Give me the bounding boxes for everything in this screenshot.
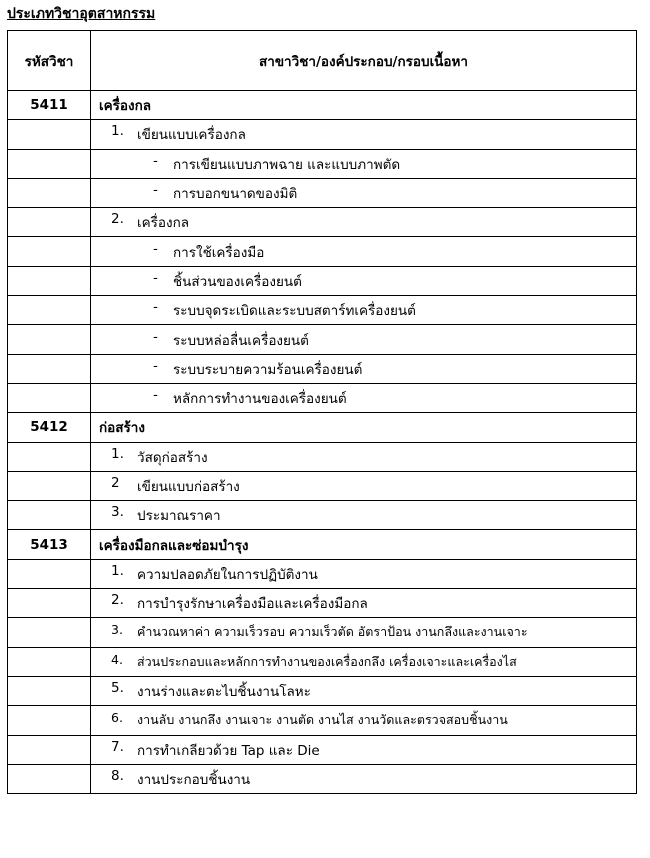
subject-topic: เครื่องมือกลและซ่อมบำรุง bbox=[99, 537, 249, 554]
table-row bbox=[8, 589, 637, 618]
numbered-item bbox=[91, 622, 528, 642]
content-cell bbox=[91, 413, 637, 442]
subject-code bbox=[8, 383, 91, 412]
content-cell bbox=[91, 501, 637, 530]
content-cell bbox=[91, 208, 637, 237]
numbered-item bbox=[91, 592, 368, 614]
table-row bbox=[8, 676, 637, 705]
content-cell bbox=[91, 735, 637, 764]
bullet-item bbox=[91, 270, 302, 292]
numbered-item bbox=[91, 680, 311, 702]
table-row bbox=[8, 354, 637, 383]
subject-code bbox=[8, 237, 91, 266]
numbered-item bbox=[91, 475, 240, 497]
item-number: 6. bbox=[111, 710, 123, 726]
bullet-dash: - bbox=[153, 152, 158, 169]
subject-code bbox=[8, 120, 91, 149]
subject-code bbox=[8, 764, 91, 793]
content-cell bbox=[91, 442, 637, 471]
bullet-item bbox=[91, 299, 416, 321]
table-row bbox=[8, 764, 637, 793]
content-cell bbox=[91, 91, 637, 120]
item-number: 1. bbox=[111, 562, 124, 579]
subject-code bbox=[8, 296, 91, 325]
table-row bbox=[8, 296, 637, 325]
item-number: 4. bbox=[111, 651, 123, 667]
subject-code bbox=[8, 266, 91, 295]
table-row bbox=[8, 208, 637, 237]
subject-code bbox=[8, 618, 91, 647]
item-text: วัสดุก่อสร้าง bbox=[137, 449, 208, 466]
item-number: 3. bbox=[111, 622, 123, 638]
item-number: 2 bbox=[111, 475, 120, 491]
bullet-item bbox=[91, 182, 297, 204]
bullet-dash: - bbox=[153, 357, 158, 374]
table-row bbox=[8, 149, 637, 178]
item-text: ความปลอดภัยในการปฏิบัติงาน bbox=[137, 566, 318, 583]
numbered-item bbox=[91, 739, 320, 761]
bullet-item bbox=[91, 387, 347, 409]
item-text: คำนวณหาค่า ความเร็วรอบ ความเร็วตัด อัตราป้อน งานกลึงและงานเจาะ bbox=[137, 624, 528, 640]
item-number: 8. bbox=[111, 767, 124, 784]
subject-code bbox=[8, 647, 91, 676]
item-number: 5. bbox=[111, 680, 124, 697]
content-cell bbox=[91, 618, 637, 647]
table-row bbox=[8, 413, 637, 442]
item-text: ประมาณราคา bbox=[137, 508, 221, 525]
numbered-item bbox=[91, 446, 208, 468]
subject-code bbox=[8, 559, 91, 588]
table-row bbox=[8, 618, 637, 647]
numbered-item bbox=[91, 211, 189, 233]
subject-code: 5411 bbox=[8, 91, 91, 120]
content-cell bbox=[91, 530, 637, 559]
item-text: เขียนแบบก่อสร้าง bbox=[137, 479, 240, 495]
table-row bbox=[8, 735, 637, 764]
bullet-dash: - bbox=[153, 328, 158, 345]
table-row bbox=[8, 266, 637, 295]
content-cell bbox=[91, 383, 637, 412]
numbered-item bbox=[91, 768, 250, 790]
subject-code: 5413 bbox=[8, 530, 91, 559]
bullet-item bbox=[91, 329, 309, 351]
numbered-item bbox=[91, 123, 246, 145]
content-cell bbox=[91, 589, 637, 618]
subject-code bbox=[8, 354, 91, 383]
item-text: ระบบระบายความร้อนเครื่องยนต์ bbox=[173, 361, 363, 378]
table-row bbox=[8, 178, 637, 207]
bullet-item bbox=[91, 241, 264, 263]
header-row bbox=[8, 31, 637, 91]
item-text: งานร่างและตะไบชิ้นงานโลหะ bbox=[137, 684, 311, 701]
table-row bbox=[8, 383, 637, 412]
item-text: ส่วนประกอบและหลักการทำงานของเครื่องกลึง เครื่องเจาะและเครื่องไส bbox=[137, 653, 517, 669]
item-text: การบอกขนาดของมิติ bbox=[173, 186, 298, 203]
table-row bbox=[8, 91, 637, 120]
subject-code bbox=[8, 178, 91, 207]
item-text: ระบบหล่อลื่นเครื่องยนต์ bbox=[173, 332, 309, 349]
table-row bbox=[8, 471, 637, 500]
bullet-dash: - bbox=[153, 299, 158, 316]
subject-code bbox=[8, 442, 91, 471]
subject-topic: เครื่องกล bbox=[99, 98, 152, 115]
item-text: การเขียนแบบภาพฉาย และแบบภาพตัด bbox=[173, 156, 401, 173]
content-cell bbox=[91, 764, 637, 793]
subject-code bbox=[8, 325, 91, 354]
item-number: 7. bbox=[111, 738, 124, 755]
item-number: 2. bbox=[111, 211, 124, 228]
table-row bbox=[8, 706, 637, 735]
content-cell bbox=[91, 266, 637, 295]
bullet-dash: - bbox=[153, 269, 158, 286]
item-number: 1. bbox=[111, 123, 124, 140]
content-cell bbox=[91, 325, 637, 354]
item-text: งานประกอบชิ้นงาน bbox=[137, 771, 251, 788]
bullet-dash: - bbox=[153, 182, 158, 199]
curriculum-table bbox=[7, 30, 637, 794]
subject-code: 5412 bbox=[8, 413, 91, 442]
content-cell bbox=[91, 647, 637, 676]
table-row bbox=[8, 120, 637, 149]
item-text: การทำเกลียวด้วย Tap และ Die bbox=[137, 742, 320, 759]
subject-code bbox=[8, 501, 91, 530]
bullet-item bbox=[91, 358, 362, 380]
item-text: เขียนแบบเครื่องกล bbox=[137, 127, 246, 144]
content-cell bbox=[91, 559, 637, 588]
item-text: ระบบจุดระเบิดและระบบสตาร์ทเครื่องยนต์ bbox=[173, 303, 416, 320]
content-cell bbox=[91, 237, 637, 266]
subject-code bbox=[8, 706, 91, 735]
content-cell bbox=[91, 296, 637, 325]
item-number: 1. bbox=[111, 445, 124, 462]
table-row bbox=[8, 237, 637, 266]
item-text: การใช้เครื่องมือ bbox=[173, 244, 265, 261]
subject-code bbox=[8, 208, 91, 237]
table-row bbox=[8, 559, 637, 588]
content-cell bbox=[91, 354, 637, 383]
item-number: 3. bbox=[111, 504, 124, 521]
item-text: เครื่องกล bbox=[137, 215, 190, 232]
table-row bbox=[8, 501, 637, 530]
item-text: ชิ้นส่วนของเครื่องยนต์ bbox=[173, 273, 302, 290]
item-text: หลักการทำงานของเครื่องยนต์ bbox=[173, 391, 347, 408]
item-text: การบำรุงรักษาเครื่องมือและเครื่องมือกล bbox=[137, 596, 368, 613]
subject-code bbox=[8, 471, 91, 500]
content-cell bbox=[91, 676, 637, 705]
bullet-dash: - bbox=[153, 240, 158, 257]
table-row bbox=[8, 325, 637, 354]
table-row bbox=[8, 442, 637, 471]
subject-topic: ก่อสร้าง bbox=[99, 420, 145, 437]
content-cell bbox=[91, 178, 637, 207]
column-header-content: สาขาวิชา/องค์ประกอบ/กรอบเนื้อหา bbox=[91, 31, 637, 91]
content-cell bbox=[91, 120, 637, 149]
subject-code bbox=[8, 589, 91, 618]
numbered-item bbox=[91, 563, 318, 585]
item-number: 2. bbox=[111, 592, 124, 609]
content-cell bbox=[91, 706, 637, 735]
numbered-item bbox=[91, 710, 508, 730]
column-header-code: รหัสวิชา bbox=[8, 31, 91, 91]
numbered-item bbox=[91, 652, 517, 672]
item-text: งานลับ งานกลึง งานเจาะ งานตัด งานไส งานวัดและตรวจสอบชิ้นงาน bbox=[137, 712, 508, 728]
bullet-dash: - bbox=[153, 387, 158, 404]
table-row bbox=[8, 647, 637, 676]
content-cell bbox=[91, 149, 637, 178]
subject-code bbox=[8, 735, 91, 764]
bullet-item bbox=[91, 153, 400, 175]
page-heading: ประเภทวิชาอุตสาหกรรม bbox=[7, 6, 156, 22]
content-cell bbox=[91, 471, 637, 500]
numbered-item bbox=[91, 504, 221, 526]
subject-code bbox=[8, 149, 91, 178]
subject-code bbox=[8, 676, 91, 705]
table-row bbox=[8, 530, 637, 559]
